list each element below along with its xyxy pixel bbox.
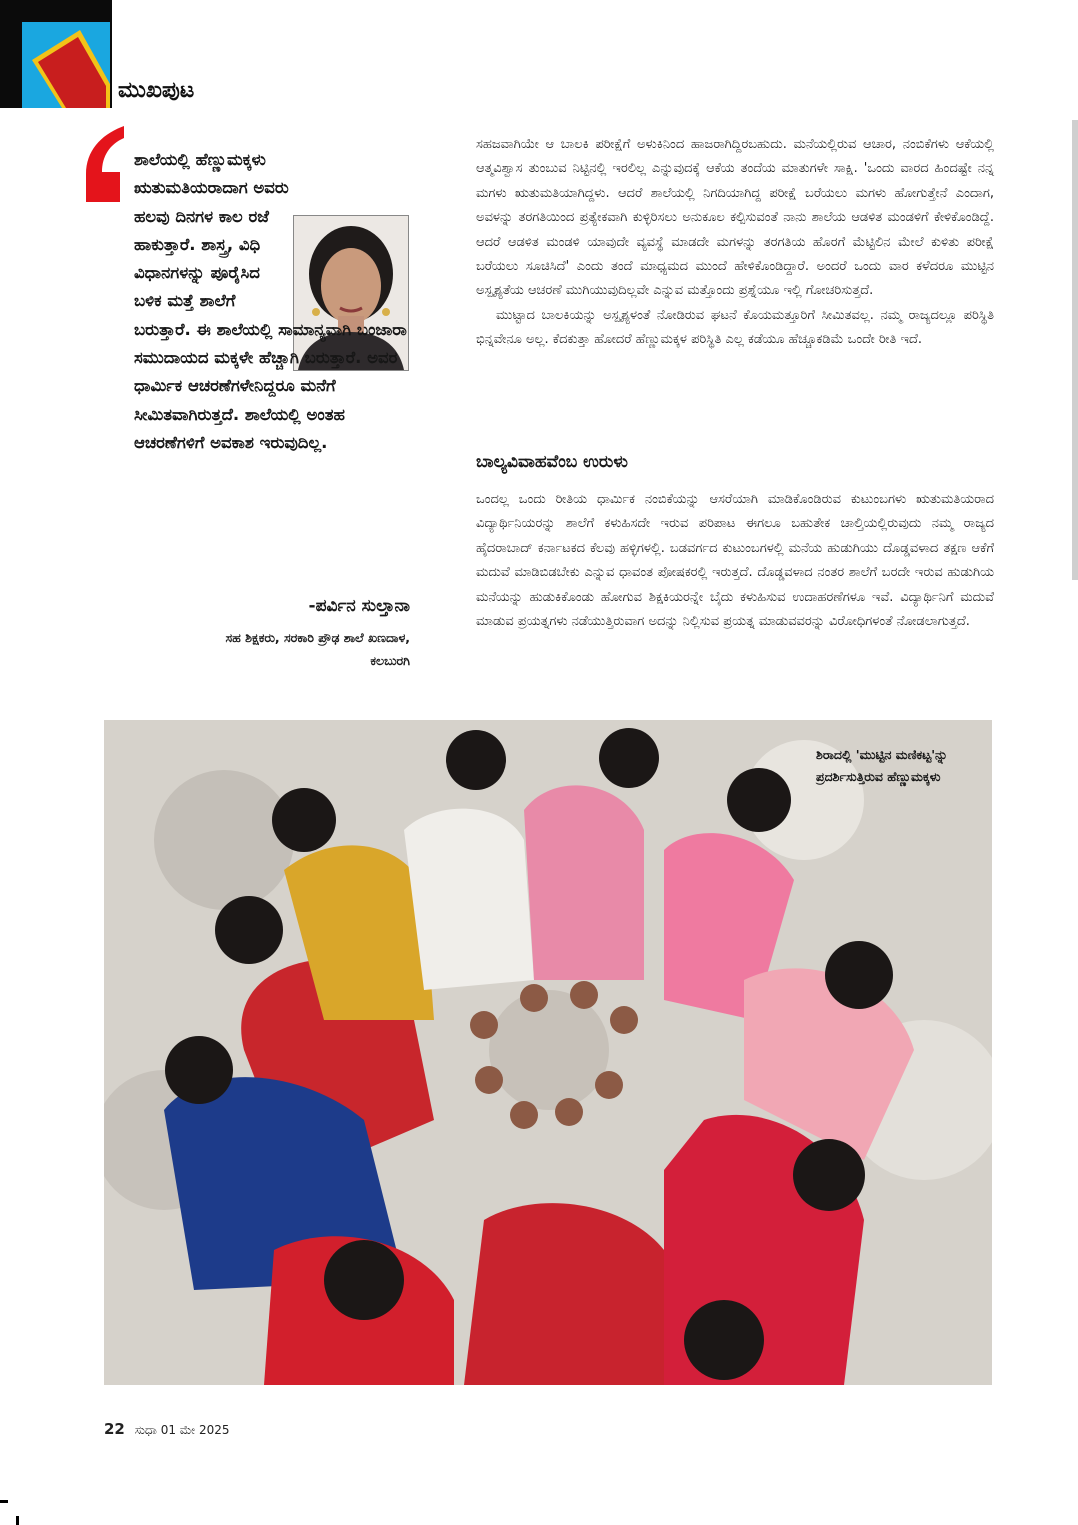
section-logo-icon	[22, 22, 110, 108]
photo-caption: ಶಿರಾದಲ್ಲಿ 'ಮುಟ್ಟಿನ ಮಣಿಕಟ್ಟ'ನ್ನು ಪ್ರದರ್ಶಿಸುತ್ತಿರುವ ಹೆಣ್ಣುಮಕ್ಕಳು	[816, 747, 948, 784]
publication-info: ಸುಧಾ 01 ಮೇ 2025	[134, 1423, 230, 1437]
author-role: ಸಹ ಶಿಕ್ಷಕರು, ಸರಕಾರಿ ಪ್ರೌಢ ಶಾಲೆ ಖಣದಾಳ,	[225, 630, 410, 645]
article-body-bottom	[476, 488, 994, 634]
crop-mark	[1072, 120, 1078, 580]
article-body-top	[476, 133, 994, 353]
quote-mark-icon	[84, 122, 128, 206]
page-footer	[104, 1420, 229, 1438]
article-subheading: ಬಾಲ್ಯವಿವಾಹವೆಂಬ ಉರುಳು	[476, 452, 628, 472]
group-photo	[104, 720, 992, 1385]
article-paragraph: ಮುಟ್ಟಾದ ಬಾಲಕಿಯನ್ನು ಅಸ್ಪೃಶ್ಯಳಂತೆ ನೋಡಿರುವ ಘಟನೆ ಕೊಯಮತ್ತೂರಿಗೆ ಸೀಮಿತವಲ್ಲ. ನಮ್ಮ ರಾಜ್ಯದಲ್ಲೂ ಪರಿಸ್ಥಿತಿ ಭಿನ್ನವೇನೂ ಅಲ್ಲ. ಕೆದಕುತ್ತಾ ಹೋದರೆ ಹೆಣ್ಣುಮಕ್ಕಳ ಪರಿಸ್ಥಿತಿ ಎಲ್ಲ ಕಡೆಯೂ ಹೆಚ್ಚೂಕಡಿಮೆ ಒಂದೇ ರೀತಿ ಇದೆ.	[476, 307, 994, 348]
pull-quote-text: ಶಾಲೆಯಲ್ಲಿ ಹೆಣ್ಣುಮಕ್ಕಳು ಋತುಮತಿಯರಾದಾಗ ಅವರು ಹಲವು ದಿನಗಳ ಕಾಲ ರಜೆ ಹಾಕುತ್ತಾರೆ. ಶಾಸ್ತ್ರ, ವಿಧಿ ವಿಧಾನಗಳನ್ನು ಪೂರೈಸಿದ ಬಳಿಕ ಮತ್ತೆ ಶಾಲೆಗೆ ಬರುತ್ತಾರೆ. ಈ ಶಾಲೆಯಲ್ಲಿ ಸಾಮಾನ್ಯವಾಗಿ ಬಂಜಾರಾ ಸಮುದಾಯದ ಮಕ್ಕಳೇ ಹೆಚ್ಚಾಗಿ ಬರುತ್ತಾರೆ. ಅವರ ಧಾರ್ಮಿಕ ಆಚರಣೆಗಳೇನಿದ್ದರೂ ಮನೆಗೆ ಸೀಮಿತವಾಗಿರುತ್ತದೆ. ಶಾಲೆಯಲ್ಲಿ ಅಂತಹ ಆಚರಣೆಗಳಿಗೆ ಅವಕಾಶ ಇರುವುದಿಲ್ಲ.	[134, 150, 407, 452]
author-name: -ಪರ್ವಿನ ಸುಲ್ತಾನಾ	[308, 596, 410, 616]
page-number: 22	[104, 1420, 125, 1438]
quote-attribution	[134, 596, 410, 672]
crop-mark	[0, 1500, 8, 1503]
portrait-wrap-spacer	[290, 146, 416, 296]
article-paragraph: ಒಂದಲ್ಲ ಒಂದು ರೀತಿಯ ಧಾರ್ಮಿಕ ನಂಬಿಕೆಯನ್ನು ಆಸರೆಯಾಗಿ ಮಾಡಿಕೊಂಡಿರುವ ಕುಟುಂಬಗಳು ಋತುಮತಿಯರಾದ ವಿದ್ಯಾರ್ಥಿನಿಯರನ್ನು ಶಾಲೆಗೆ ಕಳುಹಿಸದೇ ಇರುವ ಪರಿಪಾಟ ಈಗಲೂ ಬಹುತೇಕ ಚಾಲ್ತಿಯಲ್ಲಿರುವುದು ನಮ್ಮ ರಾಜ್ಯದ ಹೈದರಾಬಾದ್ ಕರ್ನಾಟಕದ ಕೆಲವು ಹಳ್ಳಿಗಳಲ್ಲಿ. ಬಡವರ್ಗದ ಕುಟುಂಬಗಳಲ್ಲಿ ಮನೆಯ ಹುಡುಗಿಯು ದೊಡ್ಡವಳಾದ ತಕ್ಷಣ ಆಕೆಗೆ ಮದುವೆ ಮಾಡಿಬಿಡಬೇಕು ಎನ್ನುವ ಧಾವಂತ ಪೋಷಕರಲ್ಲಿ ಇರುತ್ತದೆ. ದೊಡ್ಡವಳಾದ ನಂತರ ಶಾಲೆಗೆ ಬರದೇ ಇರುವ ಹುಡುಗಿಯ ಮನೆಯನ್ನು ಹುಡುಕಿಕೊಂಡು ಹೋಗುವ ಶಿಕ್ಷಕಿಯರನ್ನೇ ಬೈದು ಕಳುಹಿಸುವ ಉದಾಹರಣೆಗಳೂ ಇವೆ. ವಿದ್ಯಾರ್ಥಿನಿಗೆ ಮದುವೆ ಮಾಡುವ ಪ್ರಯತ್ನಗಳು ನಡೆಯುತ್ತಿರುವಾಗ ಅದನ್ನು ನಿಲ್ಲಿಸುವ ಪ್ರಯತ್ನ ಮಾಡುವವರನ್ನು ವಿರೋಧಿಗಳಂತೆ ನೋಡಲಾಗುತ್ತದೆ.	[476, 492, 994, 630]
crop-mark	[16, 1516, 19, 1525]
group-photo-icon	[104, 720, 992, 1385]
pull-quote	[134, 146, 416, 457]
article-paragraph: ಸಹಜವಾಗಿಯೇ ಆ ಬಾಲಕಿ ಪರೀಕ್ಷೆಗೆ ಅಳುಕಿನಿಂದ ಹಾಜರಾಗಿದ್ದಿರಬಹುದು. ಮನೆಯಲ್ಲಿರುವ ಆಚಾರ, ನಂಬಿಕೆಗಳು ಆಕೆಯಲ್ಲಿ ಆತ್ಮವಿಶ್ವಾಸ ತುಂಬುವ ನಿಟ್ಟಿನಲ್ಲಿ ಇರಲಿಲ್ಲ ಎನ್ನುವುದಕ್ಕೆ ಆಕೆಯ ತಂದೆಯ ಮಾತುಗಳೇ ಸಾಕ್ಷಿ. 'ಒಂದು ವಾರದ ಹಿಂದಷ್ಟೇ ನನ್ನ ಮಗಳು ಋತುಮತಿಯಾಗಿದ್ದಳು. ಆದರೆ ಶಾಲೆಯಲ್ಲಿ ನಿಗದಿಯಾಗಿದ್ದ ಪರೀಕ್ಷೆ ಬರೆಯಲು ಮಗಳು ಹೋಗುತ್ತೇನೆ ಎಂದಾಗ, ಅವಳನ್ನು ತರಗತಿಯಿಂದ ಪ್ರತ್ಯೇಕವಾಗಿ ಕುಳ್ಳಿರಿಸಲು ಅನುಕೂಲ ಕಲ್ಪಿಸುವಂತೆ ನಾನು ಶಾಲೆಯ ಆಡಳಿತ ಮಂಡಳಿಗೆ ಕೇಳಿಕೊಂಡಿದ್ದೆ. ಆದರೆ ಆಡಳಿತ ಮಂಡಳಿ ಯಾವುದೇ ವ್ಯವಸ್ಥೆ ಮಾಡದೇ ಮಗಳನ್ನು ತರಗತಿಯ ಹೊರಗೆ ಮೆಟ್ಟಿಲಿನ ಮೇಲೆ ಕುಳಿತು ಪರೀಕ್ಷೆ ಬರೆಯಲು ಸೂಚಿಸಿದೆ' ಎಂದು ತಂದೆ ಮಾಧ್ಯಮದ ಮುಂದೆ ಹೇಳಿಕೊಂಡಿದ್ದಾರೆ. ಅಂದರೆ ಒಂದು ವಾರ ಕಳೆದರೂ ಮುಟ್ಟಿನ ಅಸ್ಪೃಶ್ಯತೆಯ ಆಚರಣೆ ಮುಗಿಯುವುದಿಲ್ಲವೇ ಎನ್ನುವ ಮತ್ತೊಂದು ಪ್ರಶ್ನೆಯೂ ಇಲ್ಲಿ ಗೋಚರಿಸುತ್ತದೆ.	[476, 137, 994, 299]
section-label: ಮುಖಪುಟ	[118, 78, 195, 103]
author-location: ಕಲಬುರಗಿ	[370, 653, 410, 668]
